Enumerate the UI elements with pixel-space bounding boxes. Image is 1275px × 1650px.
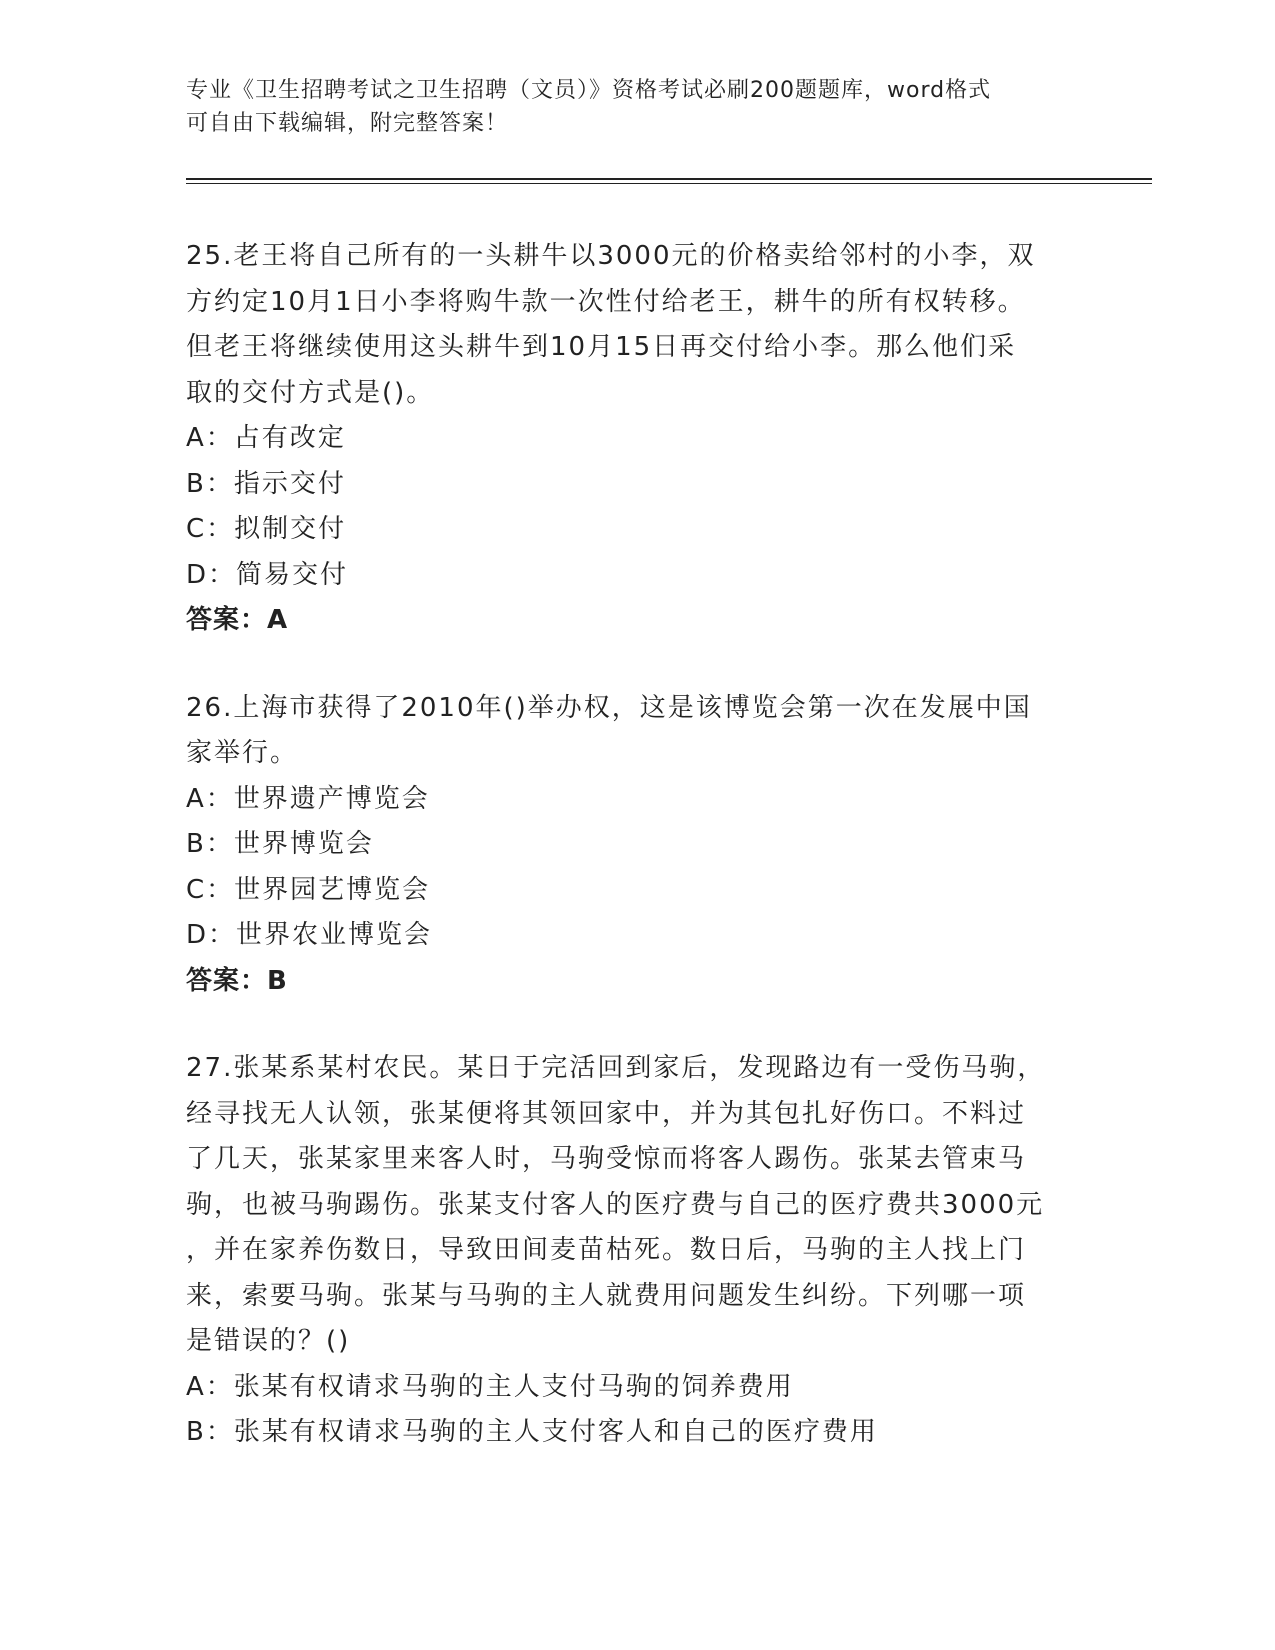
- option-b: B：指示交付: [186, 468, 346, 499]
- option-d: D：简易交付: [186, 559, 349, 590]
- question-stem-line: 经寻找无人认领，张某便将其领回家中，并为其包扎好伤口。不料过: [186, 1098, 1027, 1129]
- question-25: [186, 234, 1076, 644]
- question-stem-line: 家举行。: [186, 738, 299, 768]
- option-b: B：世界博览会: [186, 829, 374, 859]
- question-stem-line: 26.上海市获得了2010年()举办权，这是该博览会第一次在发展中国: [186, 692, 1032, 723]
- answer-label: 答案：B: [186, 965, 288, 996]
- option-b: B：张某有权请求马驹的主人支付客人和自己的医疗费用: [186, 1417, 878, 1447]
- option-c: C：世界园艺博览会: [186, 874, 431, 905]
- question-stem-line: 来，索要马驹。张某与马驹的主人就费用问题发生纠纷。下列哪一项: [186, 1280, 1027, 1311]
- question-stem-line: 了几天，张某家里来客人时，马驹受惊而将客人踢伤。张某去管束马: [186, 1144, 1027, 1174]
- question-27: [186, 1046, 1076, 1456]
- question-stem-line: ，并在家养伤数日，导致田间麦苗枯死。数日后，马驹的主人找上门: [186, 1235, 1027, 1265]
- question-stem-line: 方约定10月1日小李将购牛款一次性付给老王，耕牛的所有权转移。: [186, 286, 1026, 317]
- question-stem-line: 是错误的？(): [186, 1326, 351, 1356]
- header-title-line-1: 专业《卫生招聘考试之卫生招聘（文员）》资格考试必刷200题题库，word格式: [186, 78, 992, 103]
- header-title-line-2: 可自由下载编辑，附完整答案！: [186, 111, 509, 136]
- question-stem-line: 取的交付方式是()。: [186, 377, 435, 408]
- header-divider-thick: [186, 178, 1152, 180]
- option-a: A：张某有权请求马驹的主人支付马驹的饲养费用: [186, 1371, 794, 1402]
- option-a: A：占有改定: [186, 423, 346, 453]
- question-26: [186, 686, 1076, 1005]
- header-divider-thin: [186, 183, 1152, 184]
- option-c: C：拟制交付: [186, 514, 347, 544]
- question-stem-line: 但老王将继续使用这头耕牛到10月15日再交付给小李。那么他们采: [186, 332, 1017, 362]
- document-header: [186, 74, 1066, 140]
- answer-label: 答案：A: [186, 605, 289, 635]
- question-stem-line: 27.张某系某村农民。某日于完活回到家后，发现路边有一受伤马驹，: [186, 1053, 1046, 1083]
- question-stem-line: 25.老王将自己所有的一头耕牛以3000元的价格卖给邻村的小李，双: [186, 241, 1036, 271]
- option-d: D：世界农业博览会: [186, 920, 433, 950]
- question-stem-line: 驹，也被马驹踢伤。张某支付客人的医疗费与自己的医疗费共3000元: [186, 1189, 1045, 1220]
- option-a: A：世界遗产博览会: [186, 783, 430, 814]
- question-list: [186, 234, 1076, 1498]
